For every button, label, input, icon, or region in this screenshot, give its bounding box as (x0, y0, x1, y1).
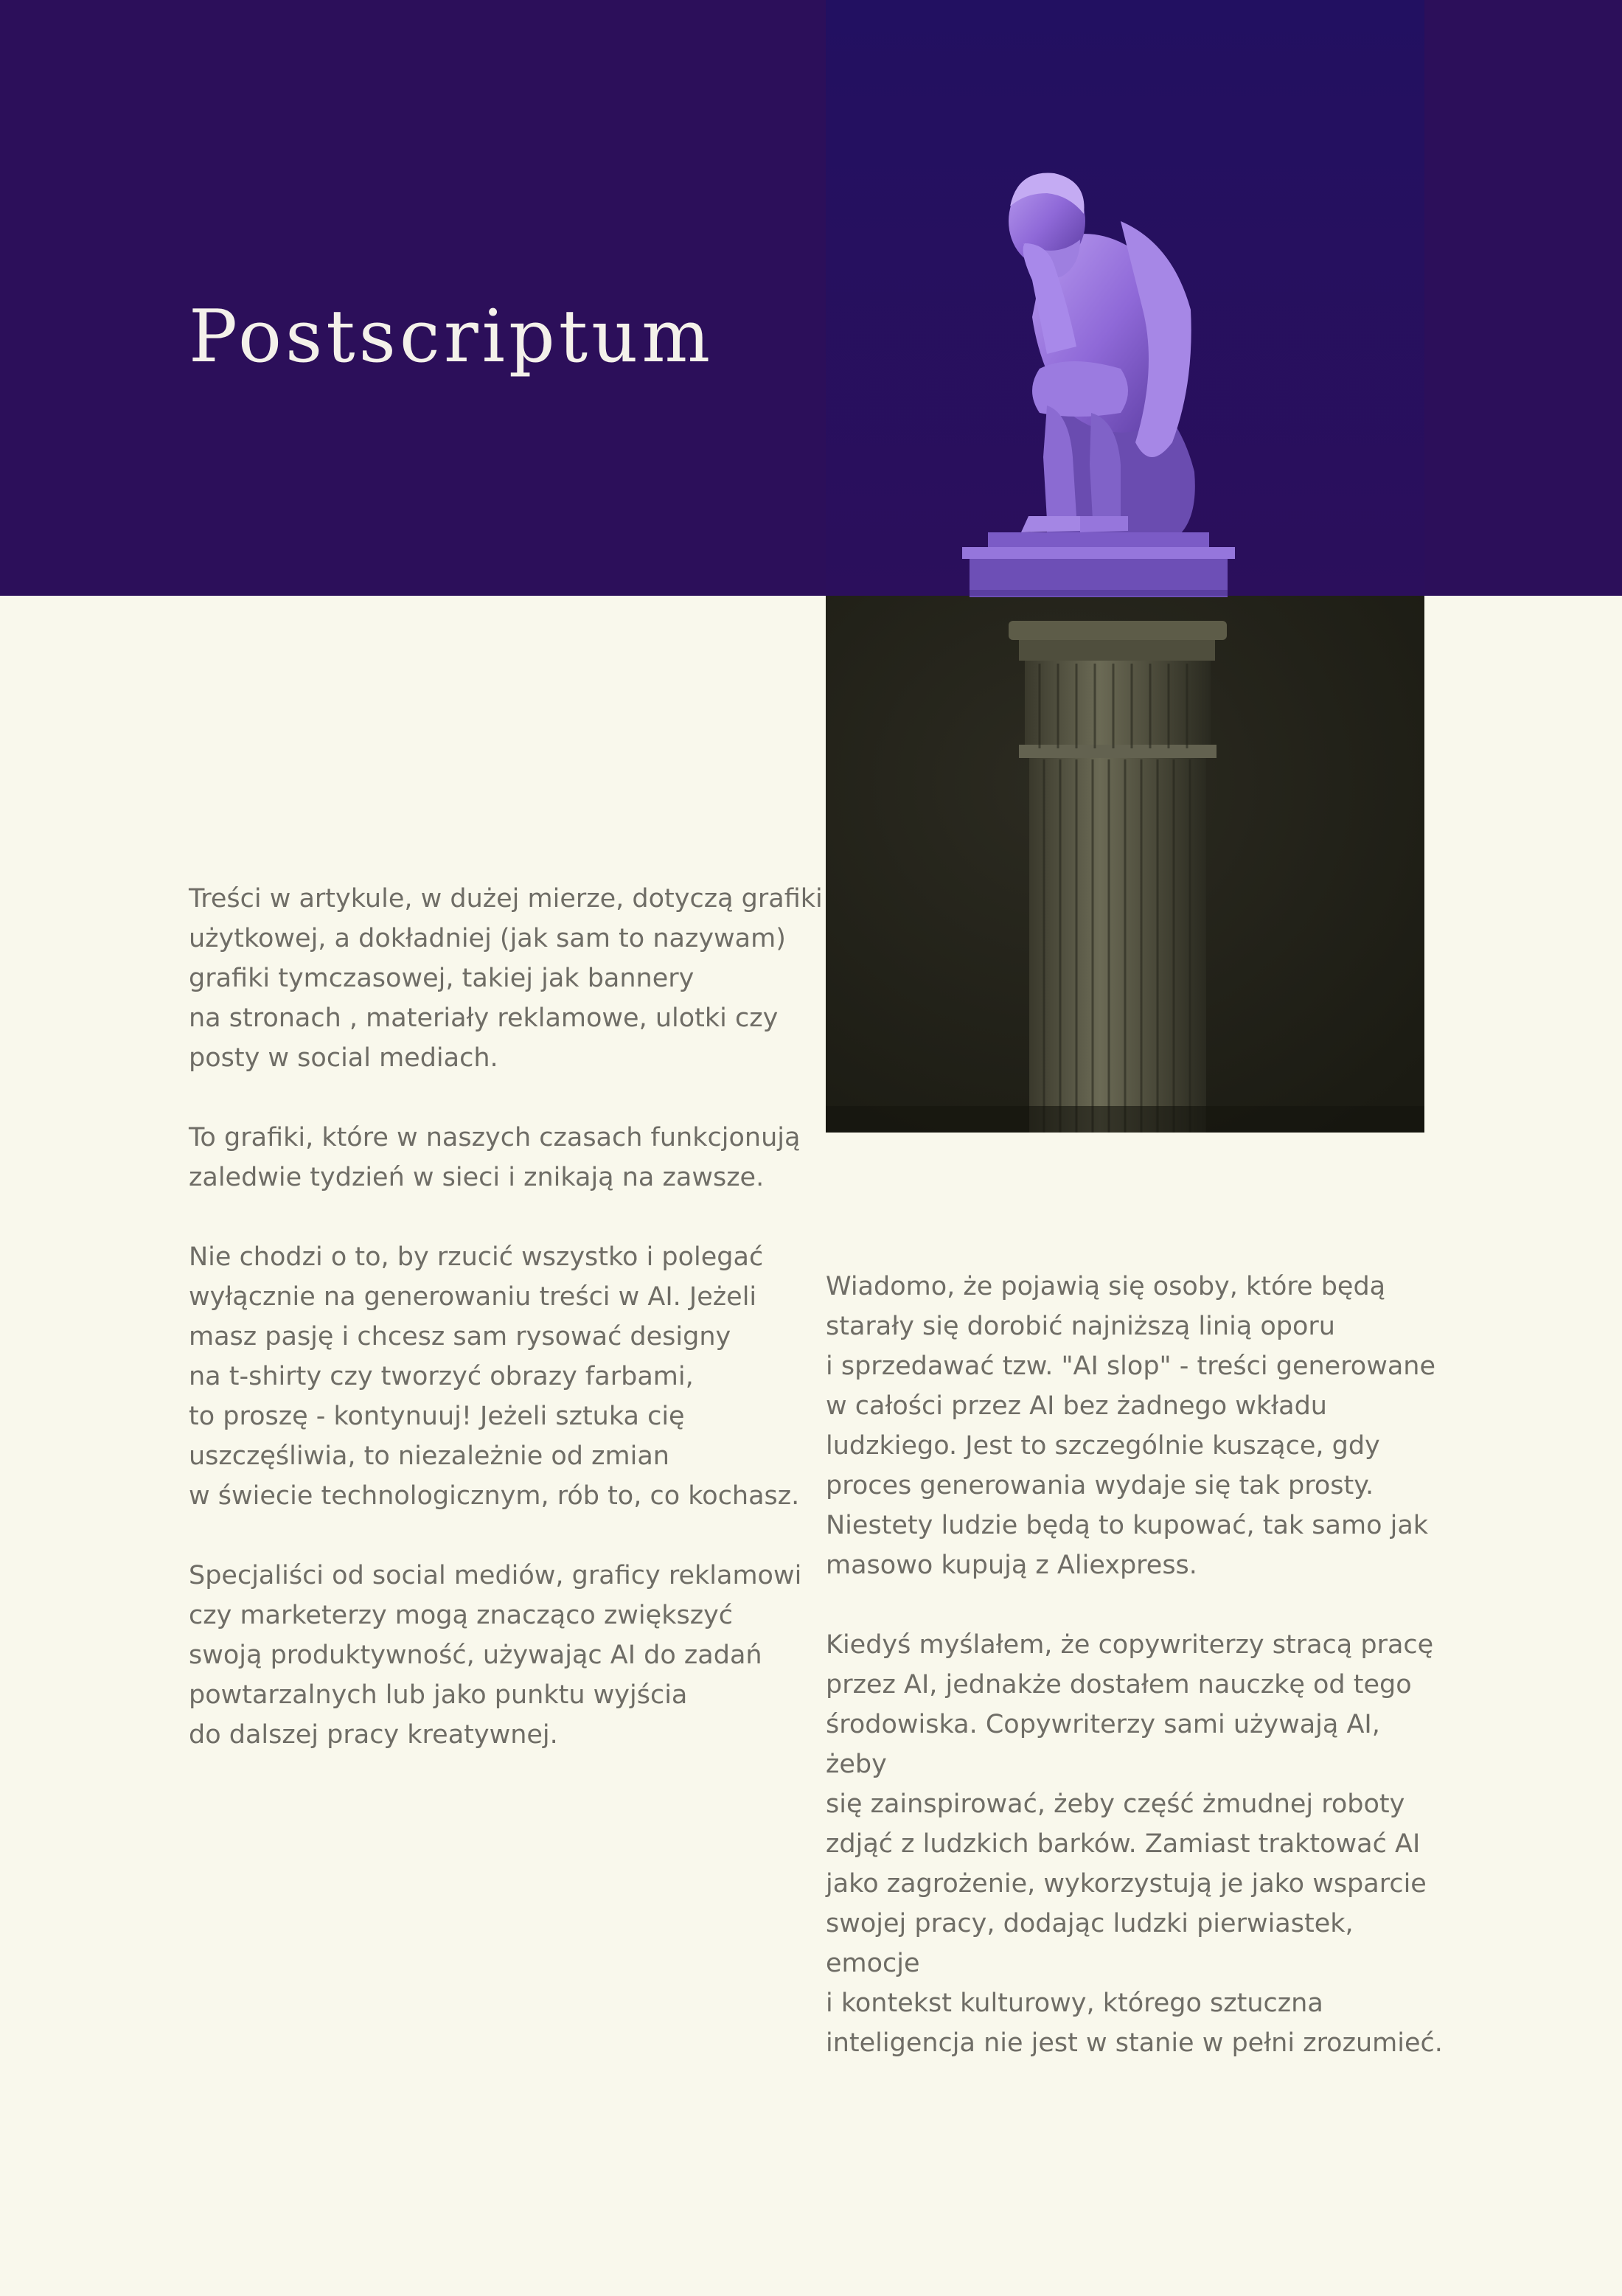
paragraph: Kiedyś myślałem, że copywriterzy stracą pracę przez AI, jednakże dostałem nauczkę od tego środowiska. Copywriterzy sami używają AI, żeby się zainspirować, żeby część żmudnej roboty zdjąć z ludzkich barków. Zamiast traktować AI jako zagrożenie, wykorzystują je jako wsparcie swojej pracy, dodając ludzki pierwiastek, emocje i kontekst kulturowy, którego sztuczna inteligencja nie jest w stanie w pełni zrozumieć. (826, 1630, 1443, 2058)
paragraph: Nie chodzi o to, by rzucić wszystko i polegać wyłącznie na generowaniu treści w AI. Jeżeli masz pasję i chcesz sam rysować designy na t-shirty czy tworzyć obrazy farbami, to proszę - kontynuuj! Jeżeli sztuka cię uszczęśliwia, to niezależnie od zmian w świecie technologicznym, rób to, co kochasz. (189, 1242, 800, 1511)
hero-image (826, 0, 1424, 1133)
paragraph: Specjaliści od social mediów, graficy reklamowi czy marketerzy mogą znacząco zwiększyć swoją produktywność, używając AI do zadań powtarzalnych lub jako punktu wyjścia do dalszej pracy kreatywnej. (189, 1561, 802, 1750)
right-text-column (826, 1267, 1445, 2103)
thinker-statue-on-column-icon (826, 0, 1424, 1133)
paragraph: Treści w artykule, w dużej mierze, dotyczą grafiki użytkowej, a dokładniej (jak sam to nazywam) grafiki tymczasowej, takiej jak bannery na stronach , materiały reklamowe, ulotki czy posty w social mediach. (189, 884, 823, 1073)
paragraph: To grafiki, które w naszych czasach funkcjonują zaledwie tydzień w sieci i znikają na zawsze. (189, 1123, 801, 1192)
left-text-column (189, 879, 823, 1795)
paragraph: Wiadomo, że pojawią się osoby, które będą starały się dorobić najniższą linią oporu i sprzedawać tzw. "AI slop" - treści generowane w całości przez AI bez żadnego wkładu ludzkiego. Jest to szczególnie kuszące, gdy proces generowania wydaje się tak prosty. Niestety ludzie będą to kupować, tak samo jak masowo kupują z Aliexpress. (826, 1272, 1436, 1580)
page-title: Postscriptum (189, 295, 714, 379)
